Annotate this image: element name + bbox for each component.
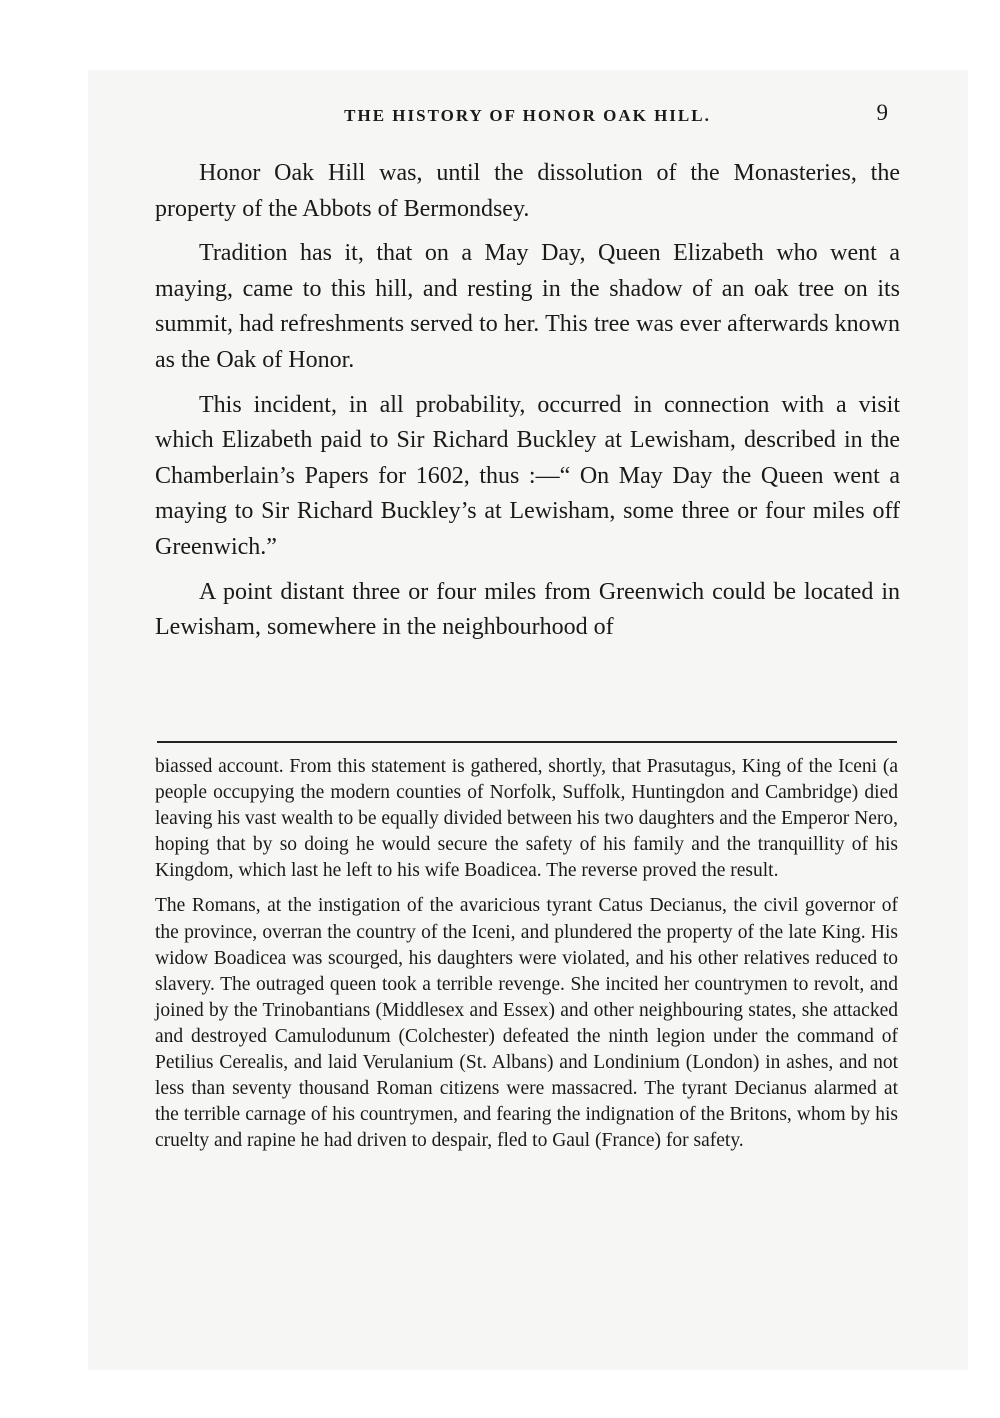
body-paragraph-4: A point distant three or four miles from Greenwich could be located in Lewisham, somewhere in the neighbourhood of	[155, 578, 900, 641]
page-number: 9	[876, 100, 888, 125]
footnote-paragraph-2: The Romans, at the instigation of the avaricious tyrant Catus Decianus, the civil governor of the province, overran the country of the Iceni, and plundered the property of the late King. His widow Boadicea was scourged, his daughters were violated, and his other relatives reduced to slavery. The outraged queen took a terrible revenge. She incited her countrymen to revolt, and joined by the Trinobantians (Middlesex and Essex) and other neighbouring states, she attacked and destroyed Camulodunum (Colchester) defeated the ninth legion under the command of Petilius Cerealis, and laid Verulanium (St. Albans) and Londinium (London) in ashes, and not less than seventy thousand Roman citizens were massacred. The tyrant Decianus alarmed at the terrible carnage of his countrymen, and fearing the indignation of the Britons, whom by his cruelty and rapine he had driven to despair, fled to Gaul (France) for safety.	[155, 895, 898, 1152]
footnotes	[155, 754, 898, 1163]
footnote-divider	[157, 741, 897, 743]
main-text	[155, 156, 900, 655]
footnote-paragraph-1: biassed account. From this statement is gathered, shortly, that Prasutagus, King of the Iceni (a people occupying the modern counties of Norfolk, Suffolk, Huntingdon and Cambridge) died leaving his vast wealth to be equally divided between his two daughters and the Emperor Nero, hoping that by so doing he would secure the safety of his family and the tranquillity of his Kingdom, which last he left to his wife Boadicea. The reverse proved the result.	[155, 756, 898, 882]
body-paragraph-2: Tradition has it, that on a May Day, Queen Elizabeth who went a maying, came to this hill, and resting in the shadow of an oak tree on its summit, had refreshments served to her. This tree was ever afterwards known as the Oak of Honor.	[155, 240, 900, 373]
body-paragraph-3: This incident, in all probability, occurred in connection with a visit which Elizabeth paid to Sir Richard Buckley at Lewisham, described in the Chamberlain’s Papers for 1602, thus :—“ On May Day the Queen went a maying to Sir Richard Buckley’s at Lewisham, some three or four miles off Greenwich.”	[155, 391, 900, 560]
running-title: THE HISTORY OF HONOR OAK HILL.	[344, 106, 711, 125]
running-head	[155, 100, 900, 134]
body-paragraph-1: Honor Oak Hill was, until the dissolution of the Monasteries, the property of the Abbots of Bermondsey.	[155, 160, 900, 222]
